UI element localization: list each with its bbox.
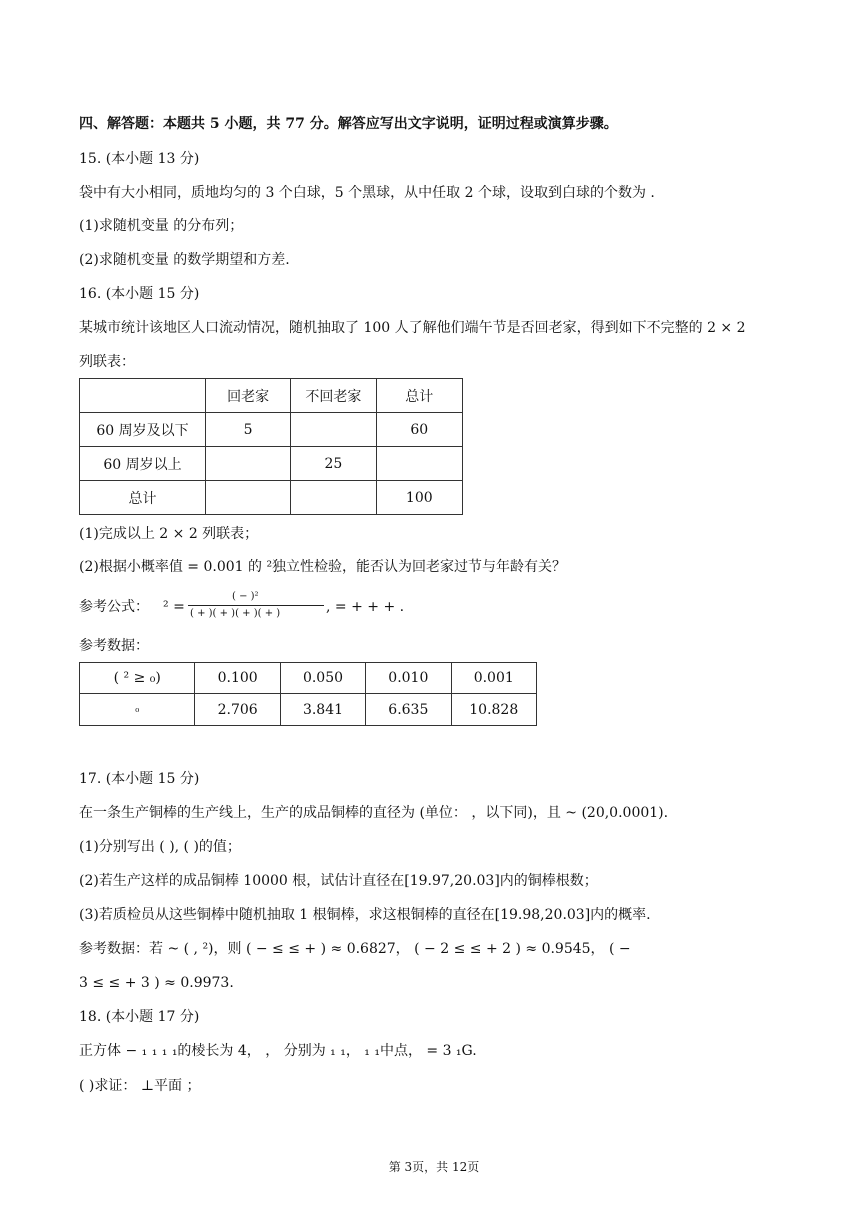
ref-data-label: 参考数据： — [79, 638, 149, 654]
table-cell: ( ² ≥ ₀) — [80, 663, 195, 694]
q18-part1: ( )求证： ⊥平面 ； — [79, 1078, 201, 1094]
table-cell: 不回老家 — [291, 379, 376, 413]
q17-header: 17. (本小题 15 分) — [79, 771, 200, 787]
q16-stem-line2: 列联表： — [79, 354, 135, 370]
q17-stem: 在一条生产铜棒的生产线上，生产的成品铜棒的直径为 (单位： ，以下同)，且 ~ (20,0.0001). — [79, 805, 669, 821]
table-row — [80, 447, 463, 481]
table-row — [80, 694, 537, 726]
q16-stem-line1: 某城市统计该地区人口流动情况，随机抽取了 100 人了解他们端午节是否回老家，得到如下不完整的 2 × 2 — [79, 320, 746, 336]
table-cell: 0.001 — [451, 663, 537, 694]
formula-bar — [188, 605, 324, 606]
table-cell — [376, 447, 462, 481]
table-cell: 0.050 — [280, 663, 365, 694]
table-cell — [291, 481, 376, 515]
q17-part1: (1)分别写出 ( ), ( )的值； — [79, 839, 241, 855]
formula-numerator: ( − )² — [232, 591, 259, 602]
table-cell — [205, 481, 290, 515]
table-cell: 3.841 — [280, 694, 365, 726]
table-cell: 0.010 — [366, 663, 451, 694]
table-cell: 60 周岁及以下 — [80, 413, 206, 447]
q16-part2: (2)根据小概率值 = 0.001 的 ²独立性检验，能否认为回老家过节与年龄有关？ — [79, 559, 567, 575]
contingency-table — [79, 378, 463, 515]
q17-ref-line2: 3 ≤ ≤ + 3 ) ≈ 0.9973. — [79, 975, 234, 991]
table-cell: 0.100 — [195, 663, 280, 694]
table-cell: 5 — [205, 413, 290, 447]
q15-stem: 袋中有大小相同，质地均匀的 3 个白球，5 个黑球，从中任取 2 个球，设取到白球的个数为 . — [79, 185, 655, 201]
q15-header: 15. (本小题 13 分) — [79, 151, 200, 167]
q16-header: 16. (本小题 15 分) — [79, 286, 200, 302]
table-cell — [291, 413, 376, 447]
table-row — [80, 481, 463, 515]
q15-part2: (2)求随机变量 的数学期望和方差. — [79, 252, 290, 268]
q17-ref-line1: 参考数据：若 ~ ( , ²)，则 ( − ≤ ≤ + ) ≈ 0.6827， ( − 2 ≤ ≤ + 2 ) ≈ 0.9545， ( − — [79, 941, 631, 957]
table-cell — [80, 379, 206, 413]
q18-stem: 正方体 − ₁ ₁ ₁ ₁的棱长为 4， ， 分别为 ₁ ₁， ₁ ₁中点， = 3 ₁G. — [79, 1043, 477, 1059]
table-cell: 60 — [376, 413, 462, 447]
q18-header: 18. (本小题 17 分) — [79, 1009, 200, 1025]
table-cell — [205, 447, 290, 481]
q17-part3: (3)若质检员从这些铜棒中随机抽取 1 根铜棒，求这根铜棒的直径在[19.98,20.03]内的概率. — [79, 907, 651, 923]
table-cell: 10.828 — [451, 694, 537, 726]
table-cell: 6.635 — [366, 694, 451, 726]
table-row — [80, 379, 463, 413]
table-cell: 100 — [376, 481, 462, 515]
table-row — [80, 413, 463, 447]
formula-label: 参考公式： — [79, 599, 149, 615]
table-cell: 25 — [291, 447, 376, 481]
q16-part1: (1)完成以上 2 × 2 列联表； — [79, 526, 259, 542]
table-cell: 回老家 — [205, 379, 290, 413]
formula-rhs: , = + + + . — [326, 599, 405, 615]
table-cell: 总计 — [80, 481, 206, 515]
table-cell: 总计 — [376, 379, 462, 413]
page-footer: 第 3页，共 12页 — [388, 1160, 480, 1174]
table-cell: ₀ — [80, 694, 195, 726]
table-cell: 2.706 — [195, 694, 280, 726]
table-row — [80, 663, 537, 694]
chi-square-table — [79, 662, 537, 726]
formula-denominator: ( + )( + )( + )( + ) — [190, 608, 281, 619]
q17-part2: (2)若生产这样的成品铜棒 10000 根，试估计直径在[19.97,20.03]内的铜棒根数； — [79, 873, 598, 889]
formula-lhs: ² = — [163, 599, 185, 615]
section-heading: 四、解答题：本题共 5 小题，共 77 分。解答应写出文字说明，证明过程或演算步骤。 — [79, 116, 618, 132]
table-cell: 60 周岁以上 — [80, 447, 206, 481]
q15-part1: (1)求随机变量 的分布列； — [79, 218, 244, 234]
